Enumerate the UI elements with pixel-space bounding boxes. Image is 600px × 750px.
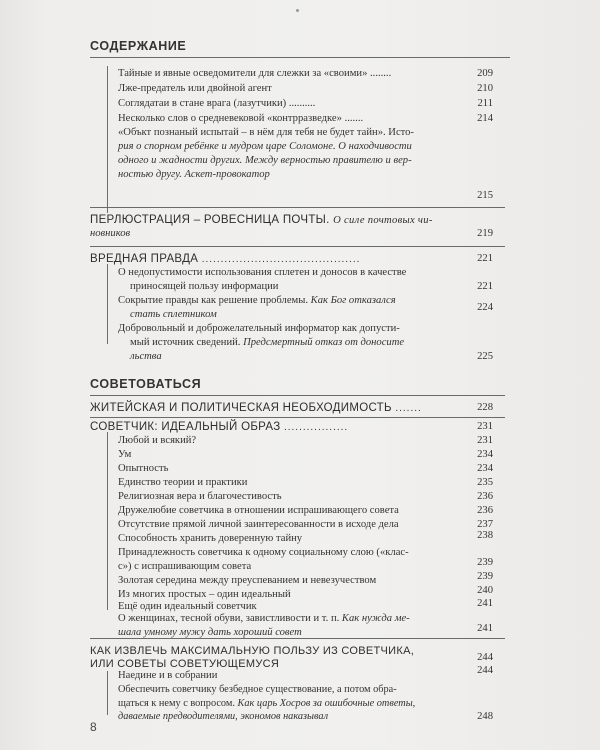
toc-entry: приносящей пользу информации (130, 281, 279, 292)
toc-entry: Золотая середина между преуспеванием и невезучеством (118, 575, 377, 586)
toc-entry: Способность хранить доверенную тайну (118, 533, 303, 544)
toc-page: 221 (477, 253, 493, 264)
toc-page: 224 (477, 302, 493, 313)
toc-page: 231 (477, 435, 493, 446)
toc-entry: Наедине и в собрании (118, 670, 218, 681)
toc-page: 240 (477, 585, 493, 596)
indent-line (107, 264, 108, 344)
toc-entry: льства (130, 351, 162, 362)
indent-line (107, 66, 108, 213)
chapter-ideal-advisor: СОВЕТЧИК: ИДЕАЛЬНЫЙ ОБРАЗ ................. (90, 421, 349, 433)
toc-page: 241 (477, 623, 493, 634)
toc-entry: Несколько слов о средневековой «контрразведке» ....... (118, 113, 364, 124)
toc-page: 211 (477, 98, 493, 109)
toc-entry: Любой и всякий? (118, 435, 197, 446)
section-rule (90, 417, 505, 418)
toc-entry: Ум (118, 449, 132, 460)
toc-page: 236 (477, 491, 493, 502)
toc-page: 236 (477, 505, 493, 516)
toc-page: 248 (477, 711, 493, 722)
toc-page: 225 (477, 351, 493, 362)
toc-entry: стать сплетником (130, 309, 217, 320)
chapter-perlustration-sub: новников (90, 228, 131, 239)
toc-page: 234 (477, 449, 493, 460)
section-rule (90, 246, 505, 247)
toc-entry: Опытность (118, 463, 169, 474)
toc-entry: Принадлежность советчика к одному социальному слою («клас- (118, 547, 409, 558)
toc-entry-italic: «Объкт познаный испытай – в нём для тебя не будет тайн». Исто- (118, 127, 414, 138)
toc-entry: шала умному мужу дать хороший совет (118, 627, 302, 638)
toc-entry: Лже-предатель или двойной агент (118, 83, 272, 94)
toc-page: 228 (477, 402, 493, 413)
indent-line (107, 432, 108, 610)
toc-page: 214 (477, 113, 493, 124)
toc-entry: мый источник сведений. Предсмертный отказ от доносите (130, 337, 405, 348)
section-rule (90, 207, 505, 208)
toc-entry-italic: рия о спорном ребёнке и мудром царе Соломоне. О находчивости (118, 141, 412, 152)
toc-entry: Тайные и явные осведомители для слежки за «своими» ........ (118, 68, 392, 79)
toc-page: 241 (477, 598, 493, 609)
toc-entry: щаться к нему с вопросом. Как царь Хосров за ошибочные ответы, (118, 698, 416, 709)
toc-entry: Дружелюбие советчика в отношении испрашивающего совета (118, 505, 399, 516)
toc-page: 209 (477, 68, 493, 79)
toc-page: 239 (477, 557, 493, 568)
indent-line (107, 671, 108, 715)
toc-page: 244 (477, 665, 493, 676)
chapter-harmful-truth: ВРЕДНАЯ ПРАВДА .......................................... (90, 253, 361, 265)
toc-page: 219 (477, 228, 493, 239)
toc-entry: Обеспечить советчику безбедное существование, а потом обра- (118, 684, 397, 695)
toc-entry: О недопустимости использования сплетен и доносов в качестве (118, 267, 407, 278)
toc-entry: с») с испрашивающим совета (118, 561, 252, 572)
toc-entry-italic: ностью другу. Аскет-провокатор (118, 169, 270, 180)
section-rule (90, 395, 505, 396)
toc-page: 238 (477, 530, 493, 541)
toc-entry: Религиозная вера и благочестивость (118, 491, 282, 502)
toc-entry: Из многих простых – один идеальный (118, 589, 291, 600)
toc-entry: Отсутствие прямой личной заинтересованности в исходе дела (118, 519, 399, 530)
toc-page: 234 (477, 463, 493, 474)
toc-entry: Ещё один идеальный советчик (118, 601, 257, 612)
heading-rule (90, 57, 510, 58)
toc-entry: Единство теории и практики (118, 477, 248, 488)
chapter-perlustration: ПЕРЛЮСТРАЦИЯ – РОВЕСНИЦА ПОЧТЫ. О силе почтовых чи- (90, 214, 433, 226)
toc-entry: Сокрытие правды как решение проблемы. Как Бог отказался (118, 295, 396, 306)
page-number: 8 (90, 720, 97, 734)
chapter-necessity: ЖИТЕЙСКАЯ И ПОЛИТИЧЕСКАЯ НЕОБХОДИМОСТЬ ....... (90, 402, 422, 414)
toc-page: 244 (477, 652, 493, 663)
toc-entry: О женщинах, тесной обуви, завистливости и т. п. Как нужда ме- (118, 613, 410, 624)
toc-page: 210 (477, 83, 493, 94)
toc-entry-italic: одного и жадности других. Между верностью правителю и вер- (118, 155, 412, 166)
toc-page: 221 (477, 281, 493, 292)
paper-fleck (296, 9, 299, 12)
section-heading-advice: СОВЕТОВАТЬСЯ (90, 377, 202, 391)
toc-entry: Добровольный и доброжелательный информатор как допусти- (118, 323, 400, 334)
toc-page: 231 (477, 421, 493, 432)
chapter-max-benefit: КАК ИЗВЛЕЧЬ МАКСИМАЛЬНУЮ ПОЛЬЗУ ИЗ СОВЕТЧИКА, (90, 645, 415, 657)
toc-page: 215 (477, 190, 493, 201)
contents-heading: СОДЕРЖАНИЕ (90, 39, 187, 53)
toc-page: 235 (477, 477, 493, 488)
toc-page: 239 (477, 571, 493, 582)
section-rule (90, 638, 505, 639)
toc-entry: Соглядатаи в стане врага (лазутчики) .......... (118, 98, 316, 109)
toc-entry: даваемые предводителями, экономов наказывал (118, 711, 329, 722)
toc-page: 237 (477, 519, 493, 530)
chapter-max-benefit-2: ИЛИ СОВЕТЫ СОВЕТУЮЩЕМУСЯ (90, 658, 280, 670)
